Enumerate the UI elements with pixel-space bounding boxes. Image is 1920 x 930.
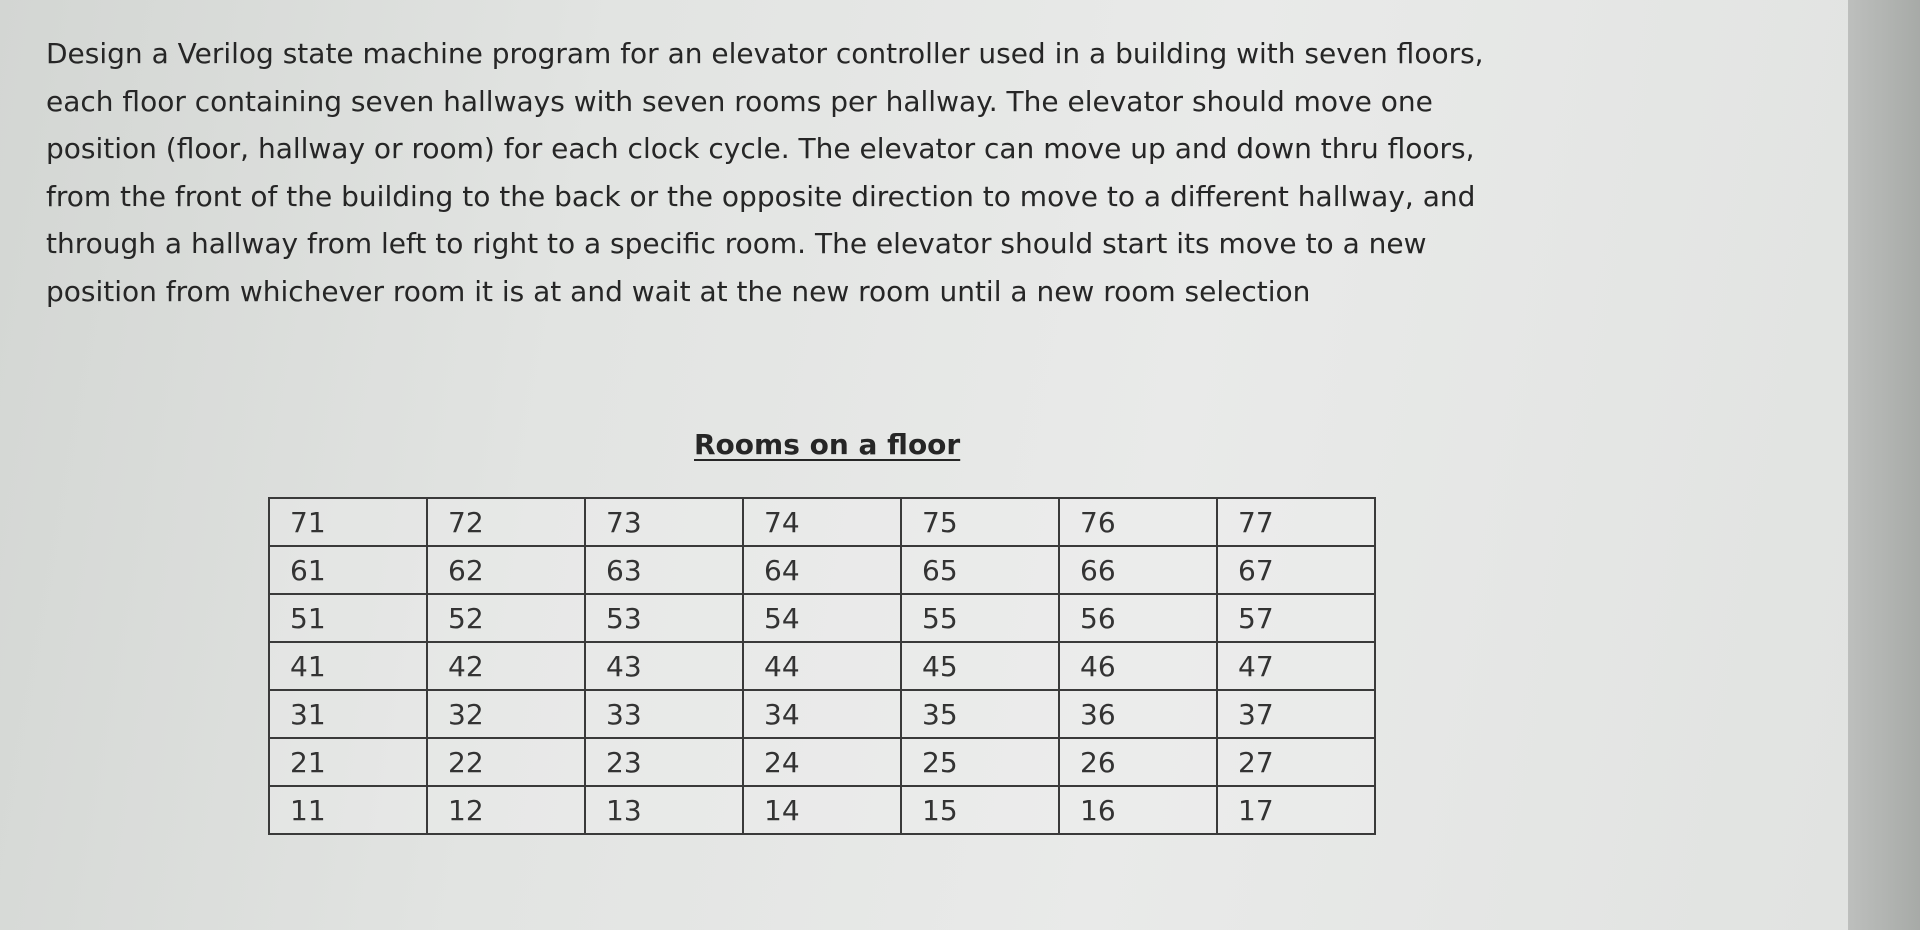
room-cell: 73: [585, 498, 743, 546]
room-cell: 16: [1059, 786, 1217, 834]
room-cell: 33: [585, 690, 743, 738]
rooms-table: [268, 497, 1376, 835]
room-cell: 21: [269, 738, 427, 786]
room-cell: 62: [427, 546, 585, 594]
problem-line-3: position (floor, hallway or room) for each clock cycle. The elevator can move up and down thru floors,: [46, 132, 1475, 165]
room-cell: 51: [269, 594, 427, 642]
problem-line-6: position from whichever room it is at and wait at the new room until a new room selection: [46, 274, 1311, 308]
room-cell: 14: [743, 786, 901, 834]
room-cell: 25: [901, 738, 1059, 786]
table-row: [269, 546, 1375, 594]
table-row: [269, 738, 1375, 786]
room-cell: 57: [1217, 594, 1375, 642]
room-cell: 17: [1217, 786, 1375, 834]
room-cell: 32: [427, 690, 585, 738]
table-row: [269, 642, 1375, 690]
room-cell: 44: [743, 642, 901, 690]
room-cell: 15: [901, 786, 1059, 834]
room-cell: 26: [1059, 738, 1217, 786]
room-cell: 35: [901, 690, 1059, 738]
problem-line-4: from the front of the building to the back or the opposite direction to move to a different hallway, and: [46, 179, 1476, 213]
table-caption: Rooms on a floor: [694, 428, 961, 461]
room-cell: 41: [269, 642, 427, 690]
room-cell: 24: [743, 738, 901, 786]
room-cell: 46: [1059, 642, 1217, 690]
room-cell: 74: [743, 498, 901, 546]
room-cell: 37: [1217, 690, 1375, 738]
room-cell: 22: [427, 738, 585, 786]
table-row: [269, 786, 1375, 834]
room-cell: 67: [1217, 546, 1375, 594]
rooms-table-body: [269, 498, 1375, 834]
room-cell: 27: [1217, 738, 1375, 786]
room-cell: 13: [585, 786, 743, 834]
room-cell: 56: [1059, 594, 1217, 642]
room-cell: 66: [1059, 546, 1217, 594]
room-cell: 76: [1059, 498, 1217, 546]
room-cell: 31: [269, 690, 427, 738]
table-row: [269, 498, 1375, 546]
room-cell: 54: [743, 594, 901, 642]
room-cell: 71: [269, 498, 427, 546]
problem-line-1: Design a Verilog state machine program for an elevator controller used in a building with seven floors,: [46, 37, 1484, 70]
room-cell: 72: [427, 498, 585, 546]
table-row: [269, 594, 1375, 642]
table-row: [269, 690, 1375, 738]
room-cell: 45: [901, 642, 1059, 690]
room-cell: 55: [901, 594, 1059, 642]
room-cell: 53: [585, 594, 743, 642]
room-cell: 52: [427, 594, 585, 642]
room-cell: 34: [743, 690, 901, 738]
room-cell: 61: [269, 546, 427, 594]
room-cell: 12: [427, 786, 585, 834]
screen-edge: [1848, 0, 1920, 930]
room-cell: 64: [743, 546, 901, 594]
room-cell: 75: [901, 498, 1059, 546]
room-cell: 23: [585, 738, 743, 786]
problem-statement: [46, 30, 1586, 315]
room-cell: 43: [585, 642, 743, 690]
room-cell: 36: [1059, 690, 1217, 738]
problem-line-2: each floor containing seven hallways with seven rooms per hallway. The elevator should move one: [46, 84, 1433, 118]
room-cell: 42: [427, 642, 585, 690]
room-cell: 65: [901, 546, 1059, 594]
room-cell: 63: [585, 546, 743, 594]
room-cell: 77: [1217, 498, 1375, 546]
room-cell: 11: [269, 786, 427, 834]
problem-line-5: through a hallway from left to right to a specific room. The elevator should start its move to a new: [46, 227, 1427, 260]
room-cell: 47: [1217, 642, 1375, 690]
